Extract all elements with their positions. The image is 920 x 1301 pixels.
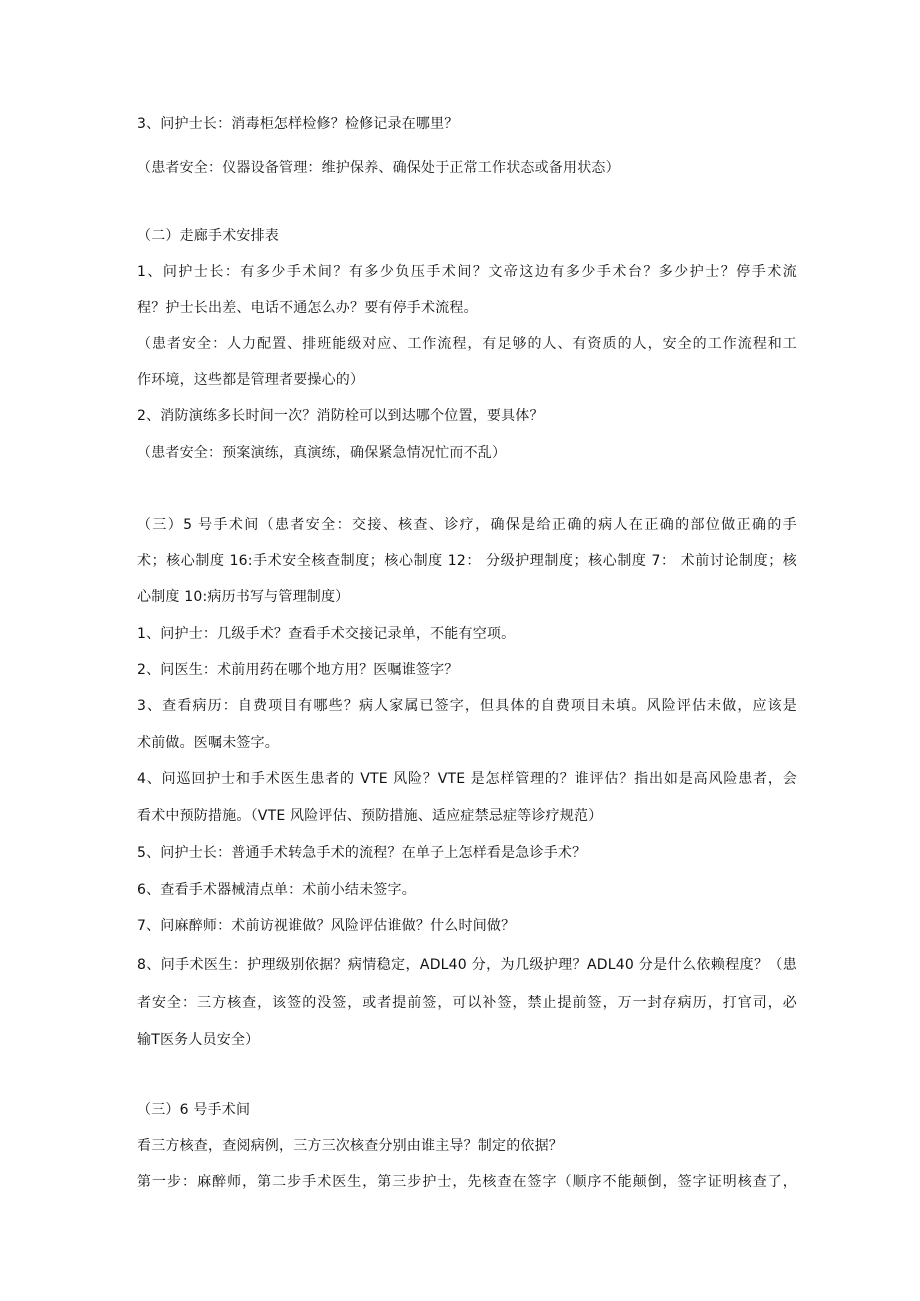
text-line: 1、问护士长：有多少手术间？有多少负压手术间？文帝这边有多少手术台？多少护士？停手术流	[137, 264, 797, 280]
text-line: 2、问医生：术前用药在哪个地方用？医嘱谁签字？	[137, 662, 459, 678]
text-line: 作环境，这些都是管理者要操心的）	[137, 372, 365, 388]
text-line: 7、问麻醉师：术前访视谁做？风险评估谁做？什么时间做？	[137, 918, 516, 934]
section-heading: （三）5 号手术间（患者安全：交接、核查、诊疗，确保是给正确的病人在正确的部位做正确的手	[137, 517, 797, 533]
text-line: 4、问巡回护士和手术医生患者的 VTE 风险？VTE 是怎样管理的？谁评估？指出如是高风险患者，会	[137, 771, 797, 787]
text-line: （患者安全：预案演练，真演练，确保紧急情况忙而不乱）	[137, 445, 507, 461]
text-line: 3、问护士长：消毒柜怎样检修？检修记录在哪里？	[137, 116, 459, 132]
text-line: 8、问手术医生：护理级别依据？病情稳定，ADL40 分，为几级护理？ADL40 分是什么依赖程度？（患	[137, 957, 797, 973]
section-heading: （三）6 号手术间	[137, 1102, 251, 1118]
text-line: 看三方核查，查阅病例，三方三次核查分别由谁主导？制定的依据？	[137, 1138, 563, 1154]
text-line: 1、问护士：几级手术？查看手术交接记录单，不能有空项。	[137, 626, 516, 642]
text-line: 3、查看病历：自费项目有哪些？病人家属已签字，但具体的自费项目未填。风险评估未做，应该是	[137, 698, 797, 714]
text-line: 看术中预防措施。（VTE 风险评估、预防措施、适应症禁忌症等诊疗规范）	[137, 808, 603, 824]
text-line: 2、消防演练多长时间一次？消防栓可以到达哪个位置，要具体？	[137, 408, 544, 424]
text-line: 心制度 10:病历书写与管理制度）	[137, 589, 350, 605]
text-line: 输T医务人员安全）	[137, 1032, 260, 1048]
text-line: 者安全：三方核查，该签的没签，或者提前签，可以补签，禁止提前签，万一封存病历，打官司，必	[137, 995, 797, 1011]
text-line: 术；核心制度 16:手术安全核查制度；核心制度 12： 分级护理制度；核心制度 7： 术前讨论制度；核	[137, 553, 797, 569]
section-heading: （二）走廊手术安排表	[137, 228, 279, 244]
text-line: （患者安全：人力配置、排班能级对应、工作流程，有足够的人、有资质的人，安全的工作流程和工	[137, 336, 797, 352]
text-line: 程？护士长出差、电话不通怎么办？要有停手术流程。	[137, 300, 478, 316]
text-line: 5、问护士长：普通手术转急手术的流程？在单子上怎样看是急诊手术？	[137, 845, 587, 861]
text-line: 6、查看手术器械清点单：术前小结未签字。	[137, 882, 416, 898]
text-line: （患者安全：仪器设备管理：维护保养、确保处于正常工作状态或备用状态）	[137, 160, 620, 176]
text-line: 术前做。医嘱未签字。	[137, 735, 279, 751]
text-line: 第一步：麻醉师，第二步手术医生，第三步护士，先核查在签字（顺序不能颠倒，签字证明核查了，	[137, 1174, 797, 1190]
